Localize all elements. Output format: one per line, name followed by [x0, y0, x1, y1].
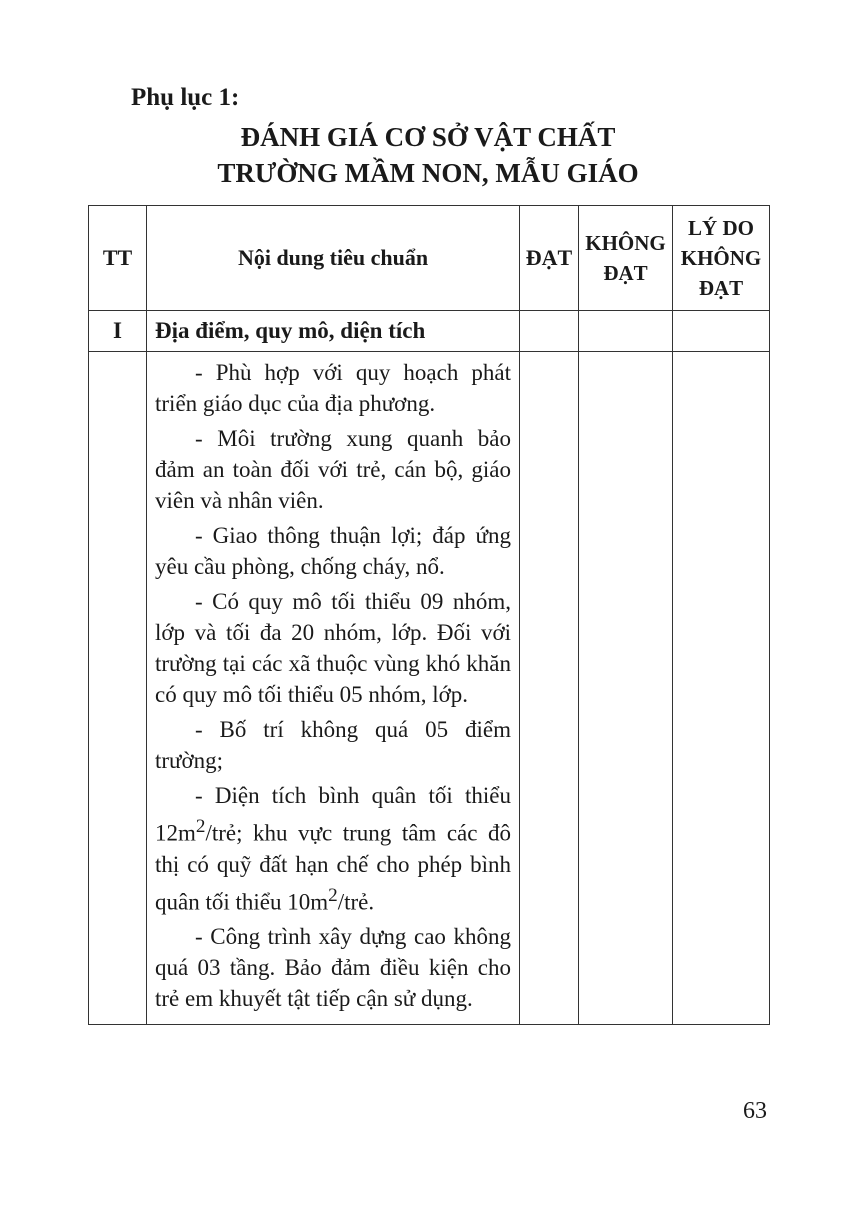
khong-dat-cell: [579, 311, 673, 352]
page-number: 63: [743, 1098, 767, 1124]
header-khong-dat: [579, 206, 673, 311]
superscript-2: 2: [195, 816, 206, 837]
header-ly-do-line2: KHÔNG: [680, 246, 762, 270]
list-item: - Phù hợp với quy hoạch phát triển giáo dục của địa phương.: [155, 360, 511, 416]
section-name: Địa điểm, quy mô, diện tích: [147, 311, 520, 352]
list-item: - Giao thông thuận lợi; đáp ứng yêu cầu phòng, chống cháy, nổ.: [155, 523, 511, 579]
header-dat: ĐẠT: [520, 206, 579, 311]
header-ly-do-line1: LÝ DO: [688, 216, 754, 240]
header-ly-do-line3: ĐẠT: [698, 276, 744, 300]
list-item-area: [155, 780, 511, 917]
ly-do-cell: [673, 311, 770, 352]
dat-cell: [520, 352, 579, 1025]
area-text-1: - Diện tích bình quân tối thiểu 12m: [155, 783, 511, 846]
criteria-table: [88, 205, 770, 1025]
tt-cell: [89, 352, 147, 1025]
list-item: - Môi trường xung quanh bảo đảm an toàn đối với trẻ, cán bộ, giáo viên và nhân viên.: [155, 426, 511, 513]
list-item: - Công trình xây dựng cao không quá 03 tầng. Bảo đảm điều kiện cho trẻ em khuyết tật tiếp cận sử dụng.: [155, 924, 511, 1012]
superscript-2: 2: [328, 884, 338, 906]
ly-do-cell: [673, 352, 770, 1025]
header-ly-do: [673, 206, 770, 311]
content-row: [89, 352, 770, 1025]
title-line-2: TRƯỜNG MẦM NON, MẪU GIÁO: [217, 158, 639, 188]
header-khong-dat-line1: KHÔNG: [585, 231, 666, 255]
list-item: - Có quy mô tối thiểu 09 nhóm, lớp và tối đa 20 nhóm, lớp. Đối với trường tại các xã thuộc vùng khó khăn có quy mô tối thiểu 05 nhóm, lớp.: [155, 589, 511, 707]
section-row: [89, 311, 770, 352]
title-line-1: ĐÁNH GIÁ CƠ SỞ VẬT CHẤT: [240, 122, 616, 152]
header-content: Nội dung tiêu chuẩn: [147, 206, 520, 311]
content-cell: [147, 352, 520, 1025]
appendix-label: Phụ lục 1:: [131, 84, 240, 111]
header-khong-dat-line2: ĐẠT: [603, 261, 648, 285]
header-tt: TT: [89, 206, 147, 311]
area-text-2: /trẻ; khu vực trung tâm các đô thị có quỹ đất hạn chế cho phép bình quân tối thiểu 10m: [155, 820, 511, 915]
list-item: - Bố trí không quá 05 điểm trường;: [155, 717, 511, 773]
area-text-3: /trẻ.: [337, 889, 375, 915]
section-number: I: [89, 311, 147, 352]
khong-dat-cell: [579, 352, 673, 1025]
dat-cell: [520, 311, 579, 352]
header-row: [89, 206, 770, 311]
